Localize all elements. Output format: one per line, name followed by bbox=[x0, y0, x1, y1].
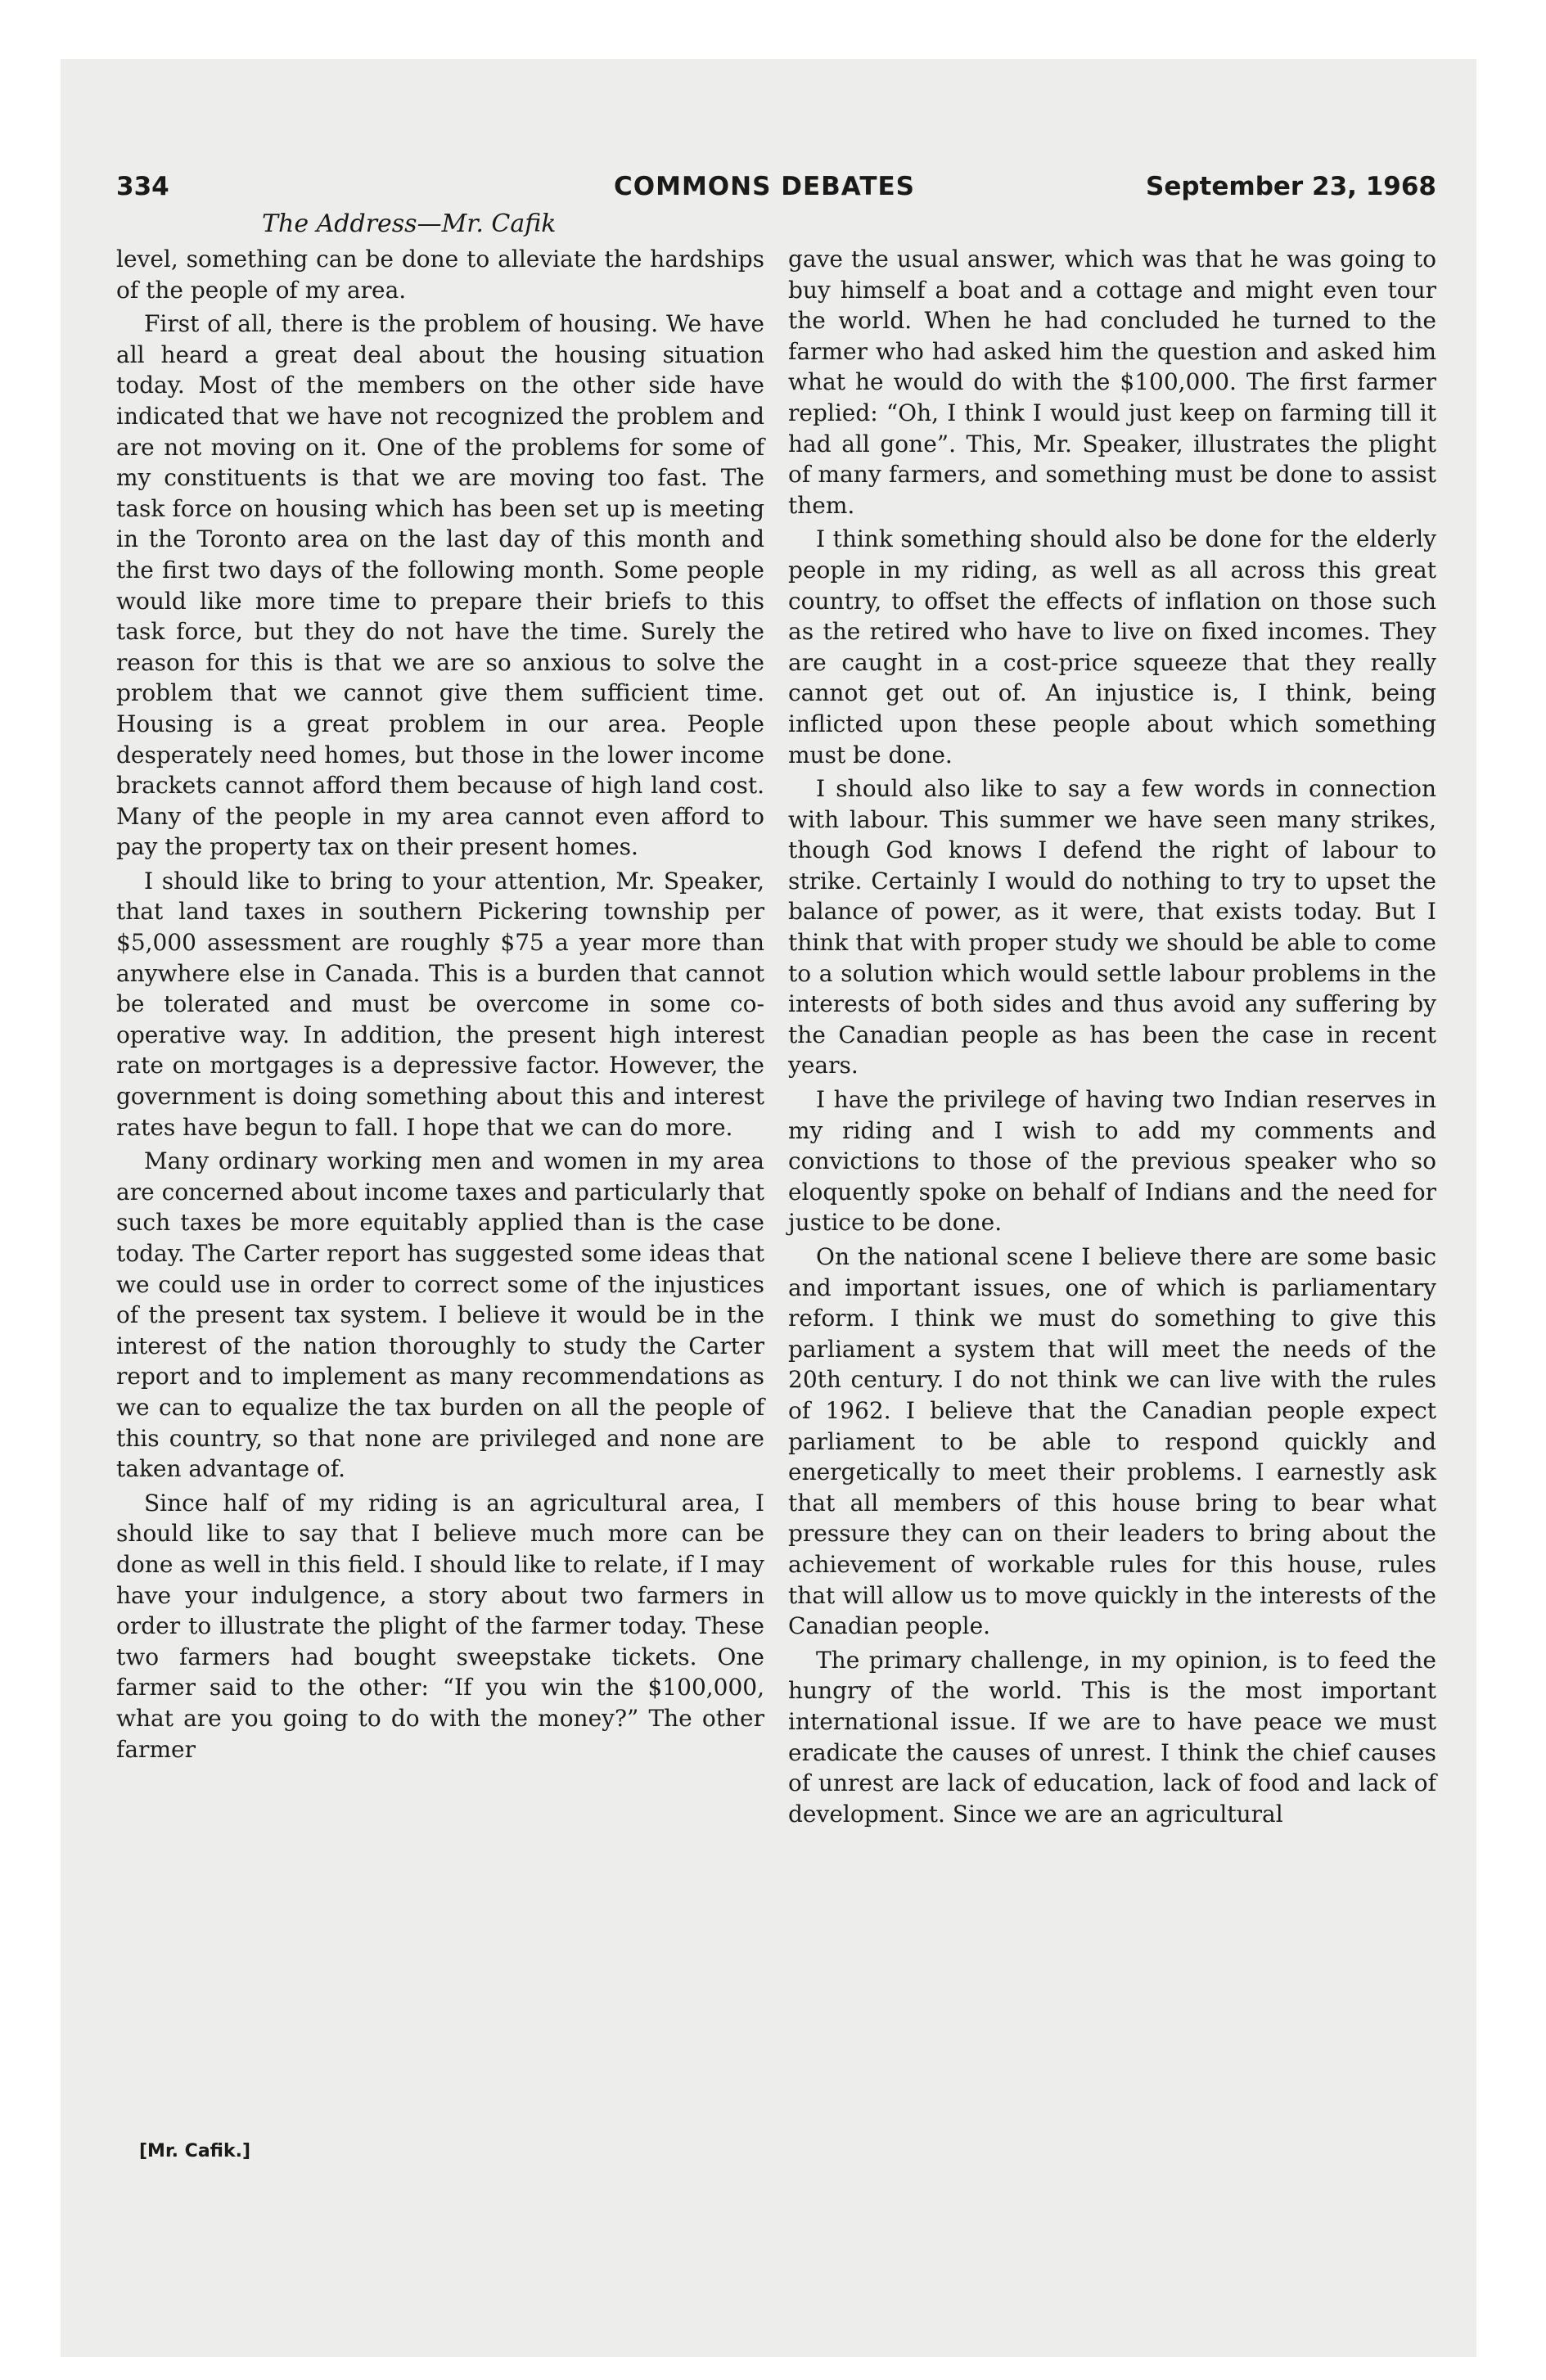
running-subheader: The Address—Mr. Cafik bbox=[262, 210, 557, 238]
left-column bbox=[116, 244, 764, 1768]
paragraph: gave the usual answer, which was that he was going to buy himself a boat and a cottage and might even tour the world. When he had concluded he turned to the farmer who had asked him the question and asked him what he would do with the $100,000. The first farmer replied: “Oh, I think I would just keep on farming till it had all gone”. This, Mr. Speaker, illustrates the plight of many farmers, and something must be done to assist them. bbox=[788, 246, 1436, 519]
speaker-footer: [Mr. Cafik.] bbox=[139, 2141, 251, 2161]
paragraph: I should also like to say a few words in connection with labour. This summer we have seen many strikes, though God knows I defend the right of labour to strike. Certainly I would do nothing to try to upset the balance of power, as it were, that exists today. But I think that with proper study we should be able to come to a solution which would settle labour problems in the interests of both sides and thus avoid any suffering by the Canadian people as has been the case in recent years. bbox=[788, 775, 1436, 1080]
paragraph: I should like to bring to your attention, Mr. Speaker, that land taxes in southern Pickering township per $5,000 assessment are roughly $75 a year more than anywhere else in Canada. This is a burden that cannot be tolerated and must be overcome in some co-operative way. In addition, the present high interest rate on mortgages is a depressive factor. However, the government is doing something about this and interest rates have begun to fall. I hope that we can do more. bbox=[116, 867, 764, 1141]
header-date: September 23, 1968 bbox=[1146, 172, 1436, 201]
paragraph: The primary challenge, in my opinion, is to feed the hungry of the world. This is the most important international issue. If we are to have peace we must eradicate the causes of unrest. I think the chief causes of unrest are lack of education, lack of food and lack of development. Since we are an agricultural bbox=[788, 1646, 1436, 1828]
paragraph: First of all, there is the problem of housing. We have all heard a great deal about the housing situation today. Most of the members on the other side have indicated that we have not recognized the problem and are not moving on it. One of the problems for some of my constituents is that we are moving too fast. The task force on housing which has been set up is meeting in the Toronto area on the last day of this month and the first two days of the following month. Some people would like more time to prepare their briefs to this task force, but they do not have the time. Surely the reason for this is that we are so anxious to solve the problem that we cannot give them sufficient time. Housing is a great problem in our area. People desperately need homes, but those in the lower income brackets cannot afford them because of high land cost. Many of the people in my area cannot even afford to pay the property tax on their present homes. bbox=[116, 310, 764, 861]
paragraph: I have the privilege of having two Indian reserves in my riding and I wish to add my comments and convictions to those of the previous speaker who so eloquently spoke on behalf of Indians and the need for justice to be done. bbox=[788, 1086, 1436, 1237]
paragraph: Since half of my riding is an agricultural area, I should like to say that I believe much more can be done as well in this field. I should like to relate, if I may have your indulgence, a story about two farmers in order to illustrate the plight of the farmer today. These two farmers had bought sweepstake tickets. One farmer said to the other: “If you win the $100,000, what are you going to do with the money?” The other farmer bbox=[116, 1489, 764, 1763]
journal-title: COMMONS DEBATES bbox=[614, 172, 915, 201]
page-number: 334 bbox=[116, 172, 169, 201]
paragraph: level, something can be done to alleviate the hardships of the people of my area. bbox=[116, 246, 764, 304]
page-header bbox=[116, 172, 1436, 213]
paragraph: Many ordinary working men and women in my area are concerned about income taxes and particularly that such taxes be more equitably applied than is the case today. The Carter report has suggested some ideas that we could use in order to correct some of the injustices of the present tax system. I believe it would be in the interest of the nation thoroughly to study the Carter report and to implement as many recommendations as we can to equalize the tax burden on all the people of this country, so that none are privileged and none are taken advantage of. bbox=[116, 1147, 764, 1483]
paragraph: I think something should also be done for the elderly people in my riding, as well as all across this great country, to offset the effects of inflation on those such as the retired who have to live on fixed incomes. They are caught in a cost-price squeeze that they really cannot get out of. An injustice is, I think, being inflicted upon these people about which something must be done. bbox=[788, 525, 1436, 769]
paragraph: On the national scene I believe there are some basic and important issues, one of which is parliamentary reform. I think we must do something to give this parliament a system that will meet the needs of the 20th century. I do not think we can live with the rules of 1962. I believe that the Canadian people expect parliament to be able to respond quickly and energetically to meet their problems. I earnestly ask that all members of this house bring to bear what pressure they can on their leaders to bring about the achievement of workable rules for this house, rules that will allow us to move quickly in the interests of the Canadian people. bbox=[788, 1243, 1436, 1640]
right-column bbox=[788, 244, 1436, 1832]
